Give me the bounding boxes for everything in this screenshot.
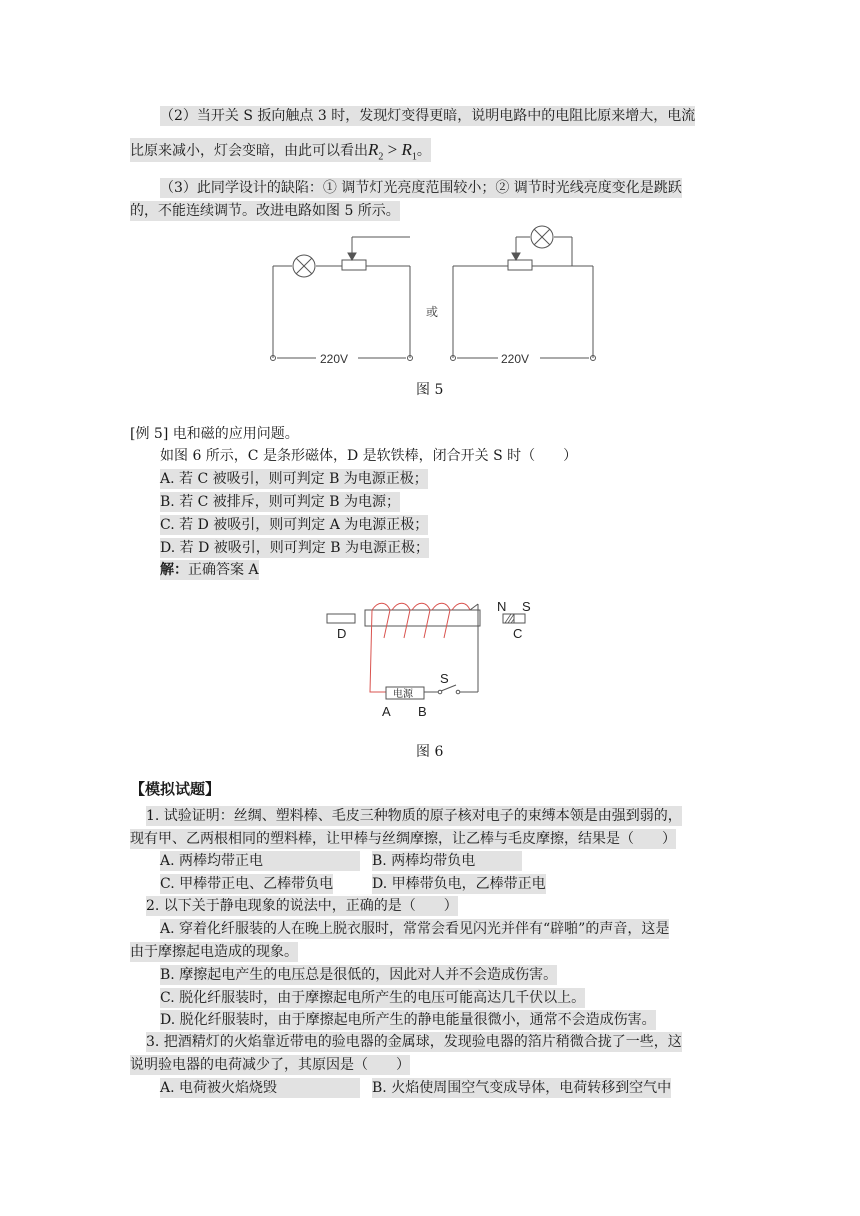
power-source-label: 电源 bbox=[393, 689, 413, 700]
p2-line2 bbox=[130, 138, 431, 162]
q1-line2: 现有甲、乙两根相同的塑料棒，让甲棒与丝绸摩擦，让乙棒与毛皮摩擦，结果是（ ） bbox=[130, 831, 676, 847]
q3-option-a: A. 电荷被火焰烧毁 bbox=[160, 1078, 360, 1098]
math-r2: $R_2 > R_1$ bbox=[368, 140, 417, 163]
figure-5-caption: 图 5 bbox=[416, 382, 444, 398]
answer-label: 解： bbox=[160, 562, 188, 578]
terminal-a: A bbox=[382, 704, 391, 719]
q3-option-b: B. 火焰使周围空气变成导体，电荷转移到空气中 bbox=[372, 1080, 672, 1096]
p3-line1: （3）此同学设计的缺陷：① 调节灯光亮度范围较小；② 调节时光线亮度变化是跳跃 bbox=[160, 180, 682, 196]
ex5-option-d: D. 若 D 被吸引，则可判定 B 为电源正极； bbox=[160, 540, 429, 556]
q1-option-a: A. 两棒均带正电 bbox=[160, 851, 360, 871]
ex5-option-a: A. 若 C 被吸引，则可判定 B 为电源正极； bbox=[160, 471, 428, 487]
q2-option-a-line1: A. 穿着化纤服装的人在晚上脱衣服时，常常会看见闪光并伴有“辟啪”的声音，这是 bbox=[160, 921, 670, 937]
terminal-b: B bbox=[418, 704, 427, 719]
q1-option-d: D. 甲棒带负电，乙棒带正电 bbox=[372, 876, 546, 892]
q1-option-c: C. 甲棒带正电、乙棒带负电 bbox=[160, 876, 334, 892]
iron-label-d: D bbox=[337, 626, 347, 641]
ex5-option-c: C. 若 D 被吸引，则可判定 A 为电源正极； bbox=[160, 517, 429, 533]
p2-line1: （2）当开关 S 扳向触点 3 时，发现灯变得更暗，说明电路中的电阻比原来增大，电流 bbox=[160, 108, 696, 124]
figure-6-electromagnet bbox=[320, 596, 560, 726]
q2-option-c: C. 脱化纤服装时，由于摩擦起电所产生的电压可能高达几千伏以上。 bbox=[160, 990, 586, 1006]
pole-s: S bbox=[522, 599, 531, 614]
q2-option-a-line2: 由于摩擦起电造成的现象。 bbox=[130, 944, 298, 960]
q2-stem: 2. 以下关于静电现象的说法中，正确的是（ ） bbox=[146, 898, 458, 914]
figure-6-caption: 图 6 bbox=[416, 744, 444, 760]
p2-line2-text: 比原来减小，灯会变暗，由此可以看出 bbox=[130, 143, 368, 159]
section-title: 【模拟试题】 bbox=[130, 780, 221, 798]
figure-5-circuits bbox=[260, 222, 610, 372]
q1-line1: 1. 试验证明：丝绸、塑料棒、毛皮三种物质的原子核对电子的束缚本领是由强到弱的， bbox=[146, 808, 682, 824]
ex5-stem: 如图 6 所示，C 是条形磁体，D 是软铁棒，闭合开关 S 时（ ） bbox=[160, 448, 578, 464]
magnet-label-c: C bbox=[513, 626, 523, 641]
q1-option-b: B. 两棒均带负电 bbox=[372, 851, 522, 871]
p3-line2: 的，不能连续调节。改进电路如图 5 所示。 bbox=[130, 203, 400, 219]
pole-n: N bbox=[497, 599, 507, 614]
ex5-option-b: B. 若 C 被排斥，则可判定 B 为电源； bbox=[160, 494, 400, 510]
answer-text: 正确答案 A bbox=[188, 562, 259, 578]
q3-line2: 说明验电器的电荷减少了，其原因是（ ） bbox=[130, 1057, 410, 1073]
q2-option-b: B. 摩擦起电产生的电压总是很低的，因此对人并不会造成伤害。 bbox=[160, 967, 558, 983]
ex5-title: [例 5] 电和磁的应用问题。 bbox=[130, 426, 299, 442]
q3-line1: 3. 把酒精灯的火焰靠近带电的验电器的金属球，发现验电器的箔片稍微合拢了一些，这 bbox=[146, 1034, 682, 1050]
q2-option-d: D. 脱化纤服装时，由于摩擦起电所产生的静电能量很微小，通常不会造成伤害。 bbox=[160, 1012, 656, 1028]
switch-label: S bbox=[440, 671, 449, 686]
voltage-right: 220V bbox=[501, 352, 530, 366]
p2-period: 。 bbox=[416, 143, 431, 159]
or-label: 或 bbox=[426, 305, 439, 319]
ex5-answer bbox=[160, 560, 259, 580]
voltage-left: 220V bbox=[320, 352, 349, 366]
